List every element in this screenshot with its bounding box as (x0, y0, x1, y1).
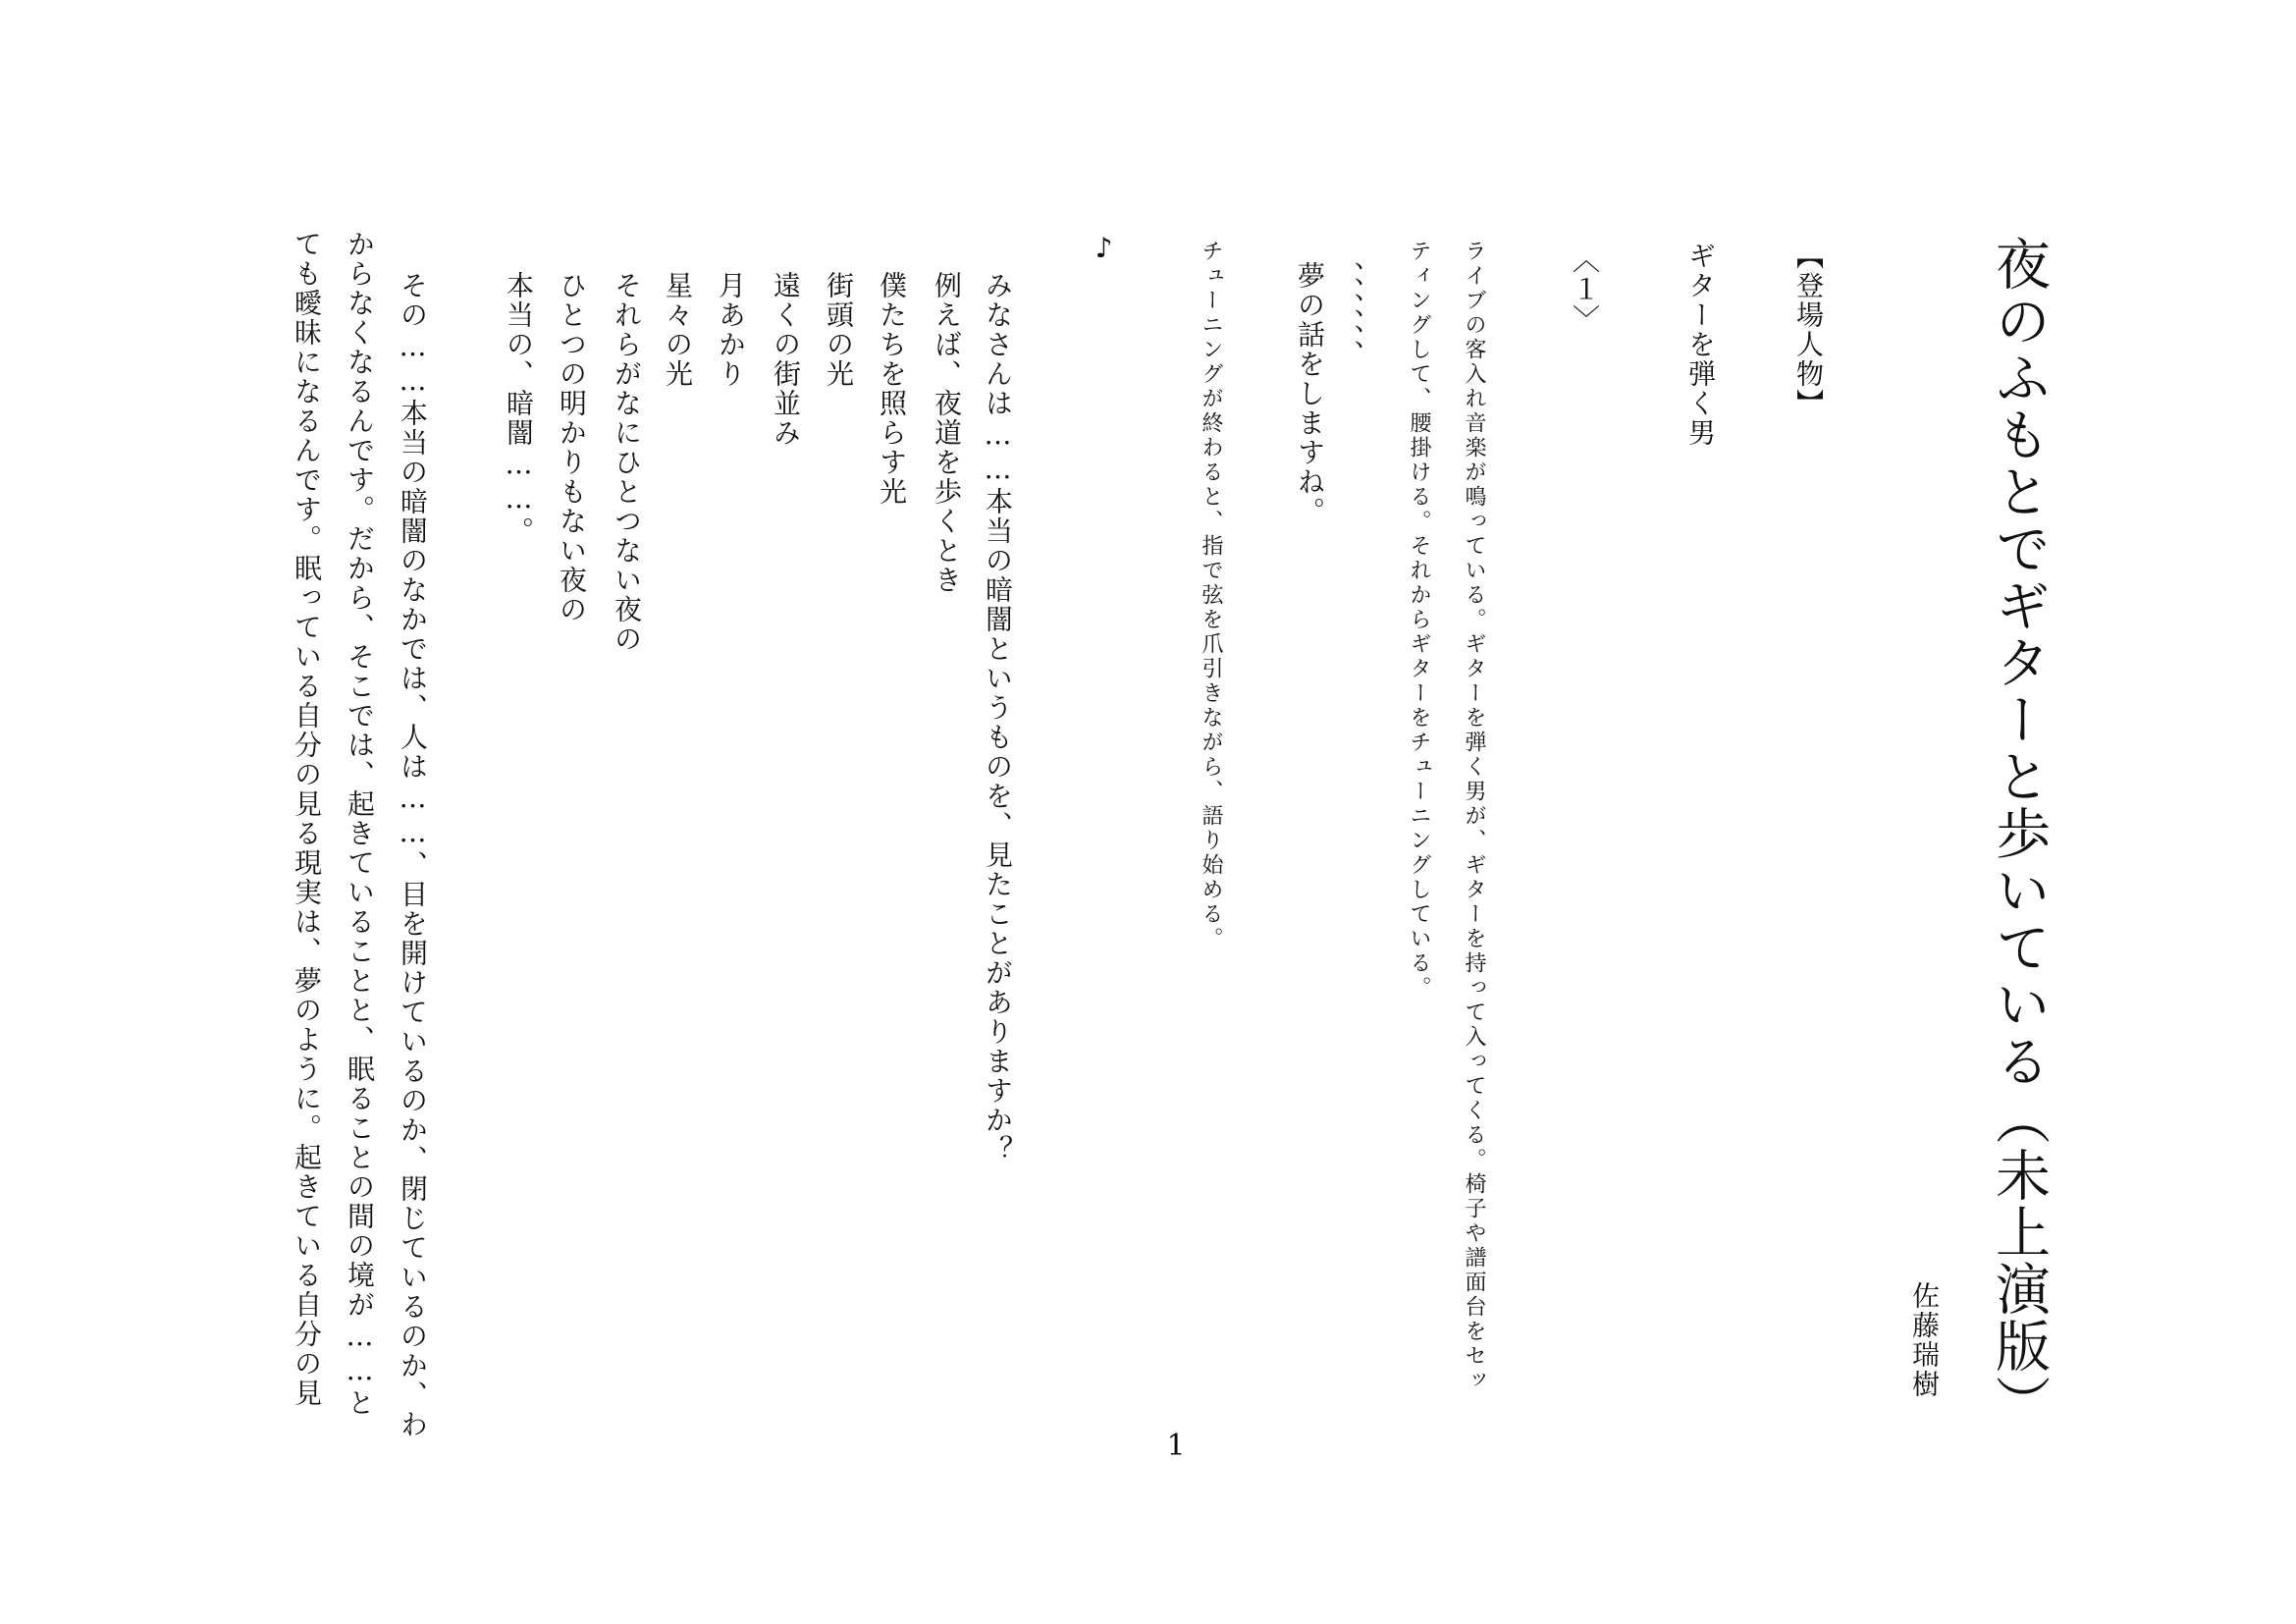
monologue-line: 僕たちを照らす光 (876, 271, 908, 507)
monologue-line: 星々の光 (662, 271, 694, 389)
paragraph-line: その……本当の暗闇のなかでは、人は……、目を開けているのか、閉じているのか、わ (397, 271, 429, 1439)
monologue-line: それらがなにひとつない夜の (611, 271, 643, 654)
monologue-line: 遠くの街並み (770, 271, 802, 448)
dialogue-line: 夢の話をしますね。 (1294, 261, 1326, 526)
music-note-mark: ♪ (1088, 232, 1120, 266)
monologue-line: 街頭の光 (823, 271, 855, 389)
monologue-line: 例えば、夜道を歩くとき (931, 271, 963, 595)
stage-direction-line: チューニングが終わると、指で弦を爪引きながら、語り始める。 (1199, 240, 1223, 951)
monologue-line: ひとつの明かりもない夜の (556, 271, 588, 624)
page-number: 1 (1166, 1429, 1186, 1463)
stage-direction-line: ティングして、腰掛ける。それからギターをチューニングしている。 (1407, 240, 1431, 1001)
cast-heading: 【登場人物】 (1792, 242, 1825, 418)
monologue-line: 月あかり (715, 271, 747, 389)
monologue-line: みなさんは……本当の暗闇というものを、見たことがありますか？ (982, 271, 1014, 1164)
paragraph-line: ても曖昧になるんです。眠っている自分の見る現実は、夢のように。起きている自分の見 (291, 230, 323, 1408)
author-name: 佐藤瑞樹 (1908, 1281, 1941, 1399)
document-title: 夜のふもとでギターと歩いている（未上演版） (1987, 236, 2051, 1432)
stage-direction-line: ライブの客入れ音楽が鳴っている。ギターを弾く男が、ギターを持って入ってくる。椅子や譜面台をセッ (1462, 240, 1486, 1393)
dialogue-line: 、、、、、、 (1333, 261, 1365, 369)
paragraph-line: からなくなるんです。だから、そこでは、起きていることと、眠ることの間の境が……と (344, 230, 376, 1418)
cast-member: ギターを弾く男 (1684, 242, 1717, 448)
monologue-line: 本当の、暗闇……。 (503, 271, 535, 546)
scene-marker: 〈１〉 (1569, 245, 1601, 334)
